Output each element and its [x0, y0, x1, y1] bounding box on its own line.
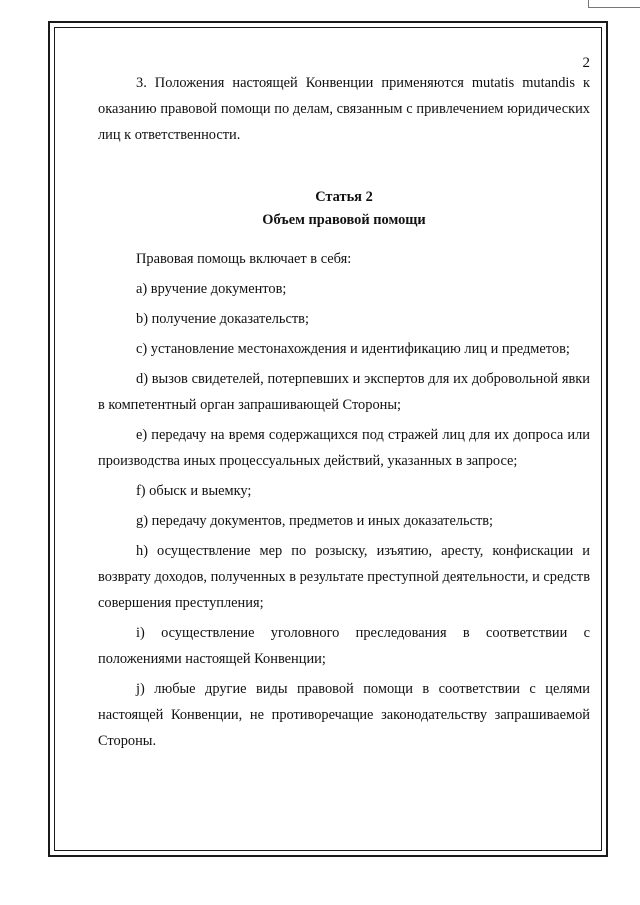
list-item-h: h) осуществление мер по розыску, изъятию, аресту, конфискации и возврату доходов, полученных в результате преступной деятельности, и средств совершения преступления;: [98, 543, 590, 611]
list-item-c: c) установление местонахождения и идентификацию лиц и предметов;: [136, 341, 570, 357]
page-number: 2: [582, 55, 590, 71]
page-edge-mark: [588, 0, 640, 8]
intro-paragraph: 3. Положения настоящей Конвенции применяются mutatis mutandis к оказанию правовой помощи по делам, связанным с привлечением юридических лиц к ответственности.: [98, 75, 590, 143]
list-item-f: f) обыск и выемку;: [136, 483, 252, 499]
list-item-g: g) передачу документов, предметов и иных доказательств;: [136, 513, 494, 529]
list-item-b: b) получение доказательств;: [136, 311, 309, 327]
document-body: [98, 70, 590, 758]
list-item-e: e) передачу на время содержащихся под стражей лиц для их допроса или производства иных процессуальных действий, указанных в запросе;: [98, 427, 590, 469]
list-item-d: d) вызов свидетелей, потерпевших и экспертов для их добровольной явки в компетентный орган запрашивающей Стороны;: [98, 371, 590, 413]
article-title: Статья 2: [315, 189, 373, 205]
list-item-j: j) любые другие виды правовой помощи в соответствии с целями настоящей Конвенции, не противоречащие законодательству запрашиваемой Стороны.: [98, 681, 590, 749]
article-heading: [98, 186, 590, 232]
lead-paragraph: Правовая помощь включает в себя:: [136, 251, 352, 267]
list-item-a: a) вручение документов;: [136, 281, 287, 297]
article-subtitle: Объем правовой помощи: [262, 212, 426, 228]
list-item-i: i) осуществление уголовного преследования в соответствии с положениями настоящей Конвенции;: [98, 625, 590, 667]
